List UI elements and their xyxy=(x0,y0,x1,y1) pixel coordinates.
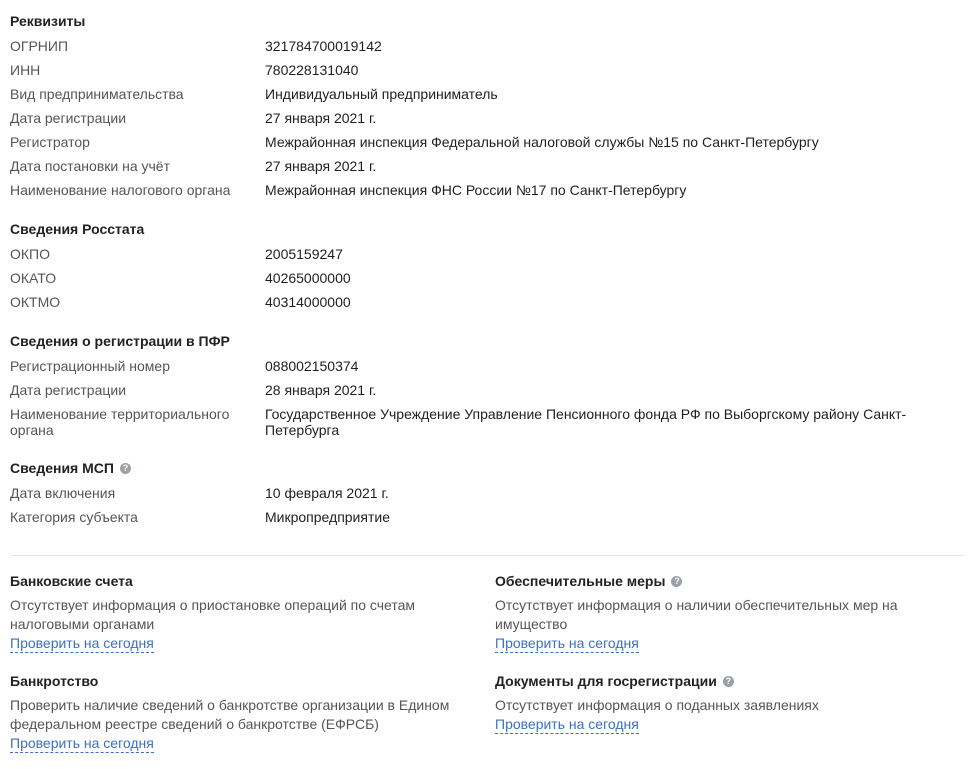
info-row xyxy=(10,182,965,198)
info-row xyxy=(10,246,965,262)
state-registration-docs-title: Документы для госрегистрации xyxy=(495,673,717,689)
state-registration-docs-text: Отсутствует информация о поданных заявлениях xyxy=(495,697,819,713)
msp-section xyxy=(10,459,965,525)
info-row-label: Регистрационный номер xyxy=(10,358,170,374)
requisites-title: Реквизиты xyxy=(10,13,86,29)
divider xyxy=(10,555,965,556)
info-row-value: Государственное Учреждение Управление Пенсионного фонда РФ по Выборгскому району Санкт-Петербурга xyxy=(265,406,907,438)
info-row xyxy=(10,38,965,54)
info-row xyxy=(10,509,965,525)
info-row-value: 321784700019142 xyxy=(265,38,382,54)
info-row-value: Индивидуальный предприниматель xyxy=(265,86,498,102)
info-row xyxy=(10,110,965,126)
info-row-label: Категория субъекта xyxy=(10,509,138,525)
info-row-value: 2005159247 xyxy=(265,246,343,262)
info-row-label: Наименование налогового органа xyxy=(10,182,231,198)
info-row-value: Межрайонная инспекция Федеральной налоговой службы №15 по Санкт-Петербургу xyxy=(265,134,819,150)
state-registration-docs-check-link[interactable]: Проверить на сегодня xyxy=(495,716,639,732)
info-row xyxy=(10,270,965,286)
info-row xyxy=(10,86,965,102)
info-row xyxy=(10,62,965,78)
info-row xyxy=(10,382,965,398)
pfr-title: Сведения о регистрации в ПФР xyxy=(10,333,230,349)
info-row-value: Микропредприятие xyxy=(265,509,390,525)
info-row-label: Дата регистрации xyxy=(10,110,127,126)
help-icon[interactable]: ? xyxy=(120,463,131,474)
state-registration-docs-block xyxy=(495,672,935,734)
info-row-label: Вид предпринимательства xyxy=(10,86,184,102)
info-row xyxy=(10,294,965,310)
info-row-value: 27 января 2021 г. xyxy=(265,110,377,126)
info-row-label: ОГРНИП xyxy=(10,38,69,54)
requisites-rows xyxy=(10,38,965,198)
pfr-section xyxy=(10,332,965,438)
info-row-label: Наименование территориального органа xyxy=(10,406,230,438)
bank-accounts-text: Отсутствует информация о приостановке операций по счетам налоговыми органами xyxy=(10,597,416,632)
security-measures-title-wrap xyxy=(495,572,925,590)
msp-title: Сведения МСП xyxy=(10,460,114,476)
security-measures-check-link[interactable]: Проверить на сегодня xyxy=(495,635,639,651)
info-row-value: 40314000000 xyxy=(265,294,351,310)
rosstat-section xyxy=(10,220,965,310)
info-row-label: ОКПО xyxy=(10,246,50,262)
bank-accounts-title: Банковские счета xyxy=(10,573,133,589)
security-measures-title: Обеспечительные меры xyxy=(495,573,666,589)
info-row-label: Регистратор xyxy=(10,134,90,150)
info-row-label: ОКАТО xyxy=(10,270,57,286)
info-row-label: Дата регистрации xyxy=(10,382,127,398)
info-row-value: 088002150374 xyxy=(265,358,359,374)
help-icon[interactable]: ? xyxy=(671,576,682,587)
msp-title-wrap xyxy=(10,459,965,477)
info-row xyxy=(10,358,965,374)
security-measures-block xyxy=(495,572,925,653)
info-row-value: 27 января 2021 г. xyxy=(265,158,377,174)
info-row-value: 28 января 2021 г. xyxy=(265,382,377,398)
info-row xyxy=(10,485,965,501)
bankruptcy-title: Банкротство xyxy=(10,673,99,689)
info-row-label: Дата включения xyxy=(10,485,116,501)
bankruptcy-check-link[interactable]: Проверить на сегодня xyxy=(10,735,154,751)
info-row xyxy=(10,158,965,174)
requisites-section xyxy=(10,12,965,198)
info-row xyxy=(10,406,965,438)
info-row-value: Межрайонная инспекция ФНС России №17 по Санкт-Петербургу xyxy=(265,182,687,198)
help-icon[interactable]: ? xyxy=(723,676,734,687)
state-registration-docs-title-wrap xyxy=(495,672,935,690)
bankruptcy-block xyxy=(10,672,470,753)
rosstat-title: Сведения Росстата xyxy=(10,221,145,237)
info-row-value: 780228131040 xyxy=(265,62,359,78)
rosstat-rows xyxy=(10,246,965,310)
bank-accounts-check-link[interactable]: Проверить на сегодня xyxy=(10,635,154,651)
info-row-label: Дата постановки на учёт xyxy=(10,158,170,174)
bank-accounts-block xyxy=(10,572,450,653)
pfr-rows xyxy=(10,358,965,438)
bankruptcy-text: Проверить наличие сведений о банкротстве организации в Едином федеральном реестре сведений о банкротстве (ЕФРСБ) xyxy=(10,697,450,732)
info-row xyxy=(10,134,965,150)
info-row-label: ИНН xyxy=(10,62,41,78)
info-row-label: ОКТМО xyxy=(10,294,61,310)
msp-rows xyxy=(10,485,965,525)
info-row-value: 10 февраля 2021 г. xyxy=(265,485,389,501)
info-row-value: 40265000000 xyxy=(265,270,351,286)
security-measures-text: Отсутствует информация о наличии обеспечительных мер на имущество xyxy=(495,597,898,632)
